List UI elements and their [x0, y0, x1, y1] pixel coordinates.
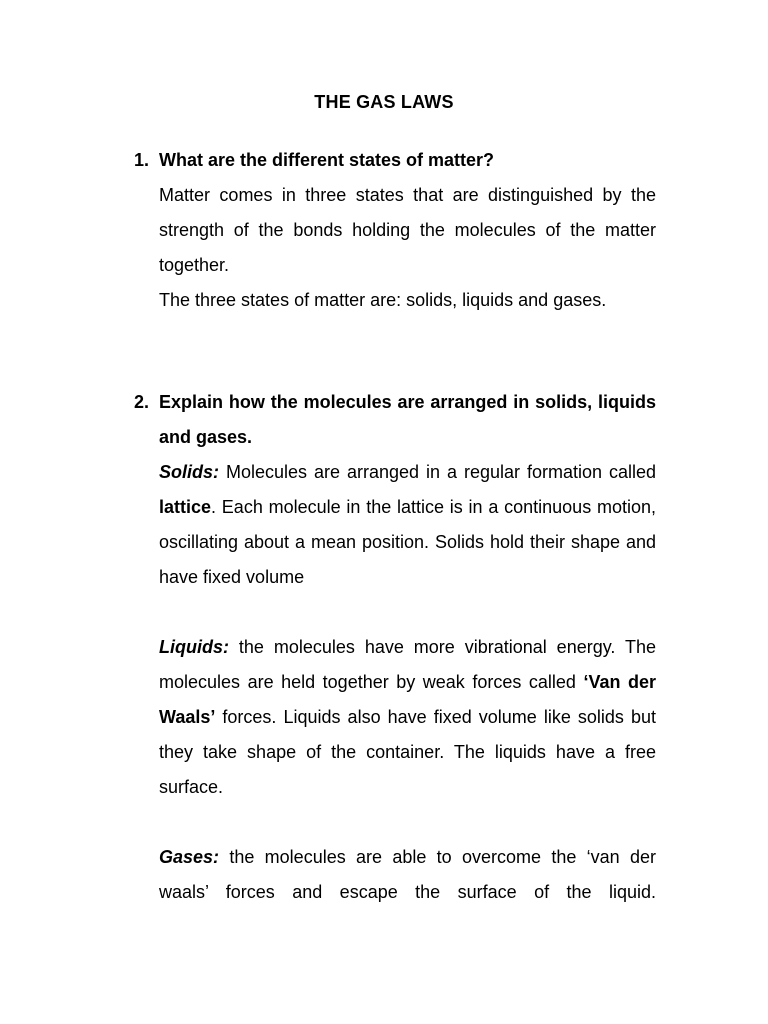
lattice-term: lattice [159, 497, 212, 517]
question-number: 1. [134, 150, 150, 170]
page-title: THE GAS LAWS [314, 92, 454, 112]
question-text: Explain how the molecules are arranged in solids, liquids and gases. [159, 392, 656, 447]
question-heading [134, 143, 656, 178]
answer-paragraph: The three states of matter are: solids, liquids and gases. [159, 290, 607, 310]
gases-paragraph [159, 840, 656, 910]
liquids-label: Liquids: [159, 637, 229, 657]
paragraph-spacer [134, 805, 656, 840]
solids-text: Molecules are arranged in a regular formation called [219, 462, 656, 482]
solids-paragraph [159, 455, 656, 595]
gases-text: the molecules are able to overcome the ‘van der waals’ forces and escape the surface of the liquid. [159, 847, 656, 902]
question-section-1 [134, 143, 656, 318]
liquids-text: the molecules have more vibrational energy. The molecules are held together by weak forces called [159, 637, 656, 692]
paragraph-spacer [134, 595, 656, 630]
question-number: 2. [134, 392, 150, 412]
question-section-2 [134, 385, 656, 910]
van-der-waals-term: ‘Van der Waals’ [159, 672, 657, 727]
gases-label: Gases: [159, 847, 220, 867]
question-text: What are the different states of matter? [159, 150, 495, 170]
question-heading [134, 385, 656, 455]
solids-label: Solids: [159, 462, 220, 482]
answer-paragraph: Matter comes in three states that are distinguished by the strength of the bonds holding the molecules of the matter together. [159, 185, 656, 275]
liquids-text-continued: forces. Liquids also have fixed volume like solids but they take shape of the container. The liquids have a free surface. [159, 707, 656, 797]
liquids-paragraph [159, 630, 656, 805]
solids-text-continued: . Each molecule in the lattice is in a continuous motion, oscillating about a mean position. Solids hold their shape and have fixed volume [159, 497, 656, 587]
